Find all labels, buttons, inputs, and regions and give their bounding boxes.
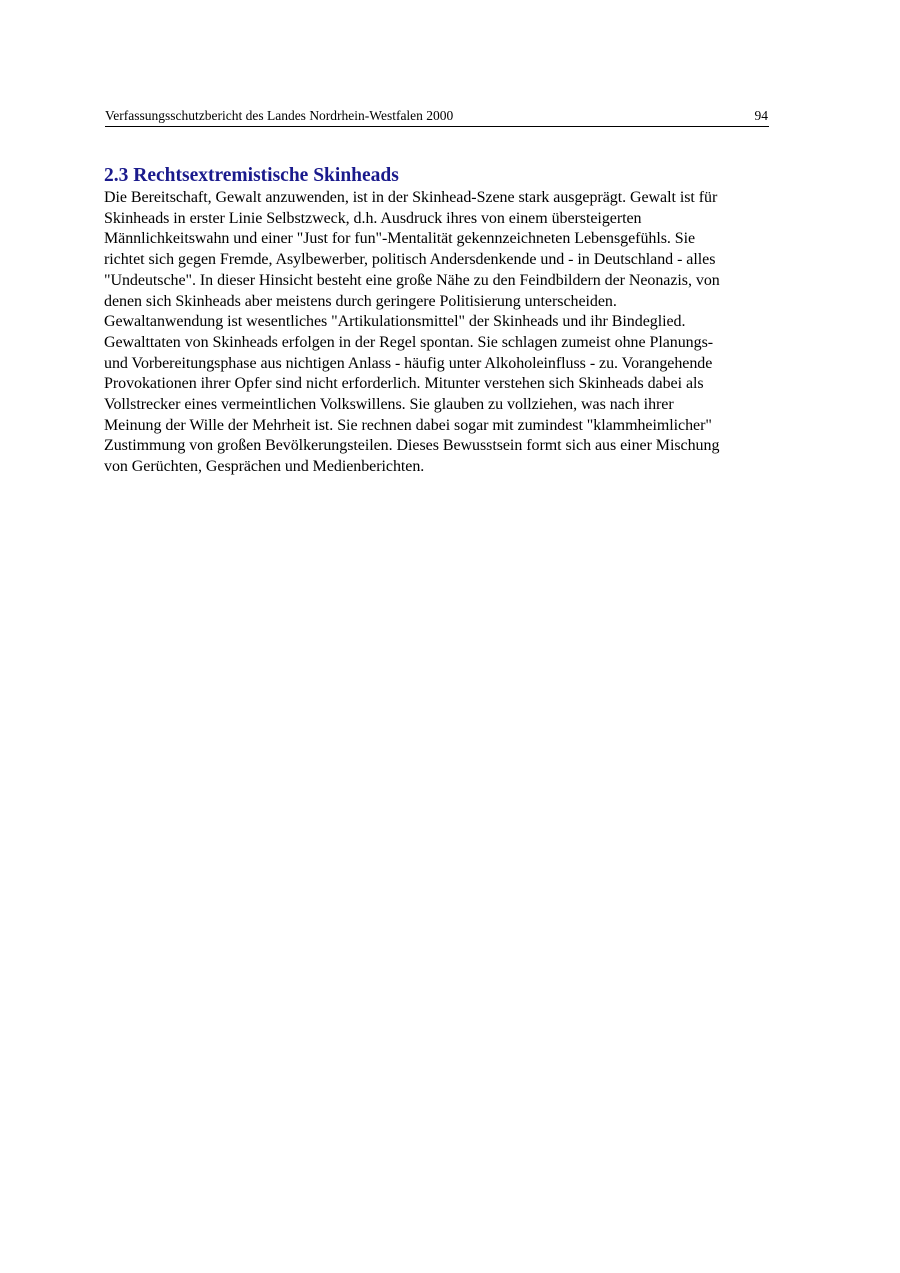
body-line: von Gerüchten, Gesprächen und Medienberichten.	[104, 458, 425, 476]
body-line: Skinheads in erster Linie Selbstzweck, d.h. Ausdruck ihres von einem übersteigerten	[104, 209, 642, 227]
section-heading: 2.3 Rechtsextremistische Skinheads	[104, 165, 399, 186]
body-line: richtet sich gegen Fremde, Asylbewerber, politisch Andersdenkende und - in Deutschland - alles	[104, 251, 716, 269]
body-line: Vollstrecker eines vermeintlichen Volkswillens. Sie glauben zu vollziehen, was nach ihrer	[104, 396, 674, 414]
body-line: "Undeutsche". In dieser Hinsicht besteht eine große Nähe zu den Feindbildern der Neonazis, von	[104, 271, 720, 289]
body-line: Die Bereitschaft, Gewalt anzuwenden, ist in der Skinhead-Szene stark ausgeprägt. Gewalt ist für	[104, 189, 718, 206]
body-line: denen sich Skinheads aber meistens durch geringere Politisierung unterscheiden.	[104, 292, 617, 310]
body-line: Meinung der Wille der Mehrheit ist. Sie rechnen dabei sogar mit zumindest "klammheimlicher"	[104, 416, 712, 434]
header-title: Verfassungsschutzbericht des Landes Nordrhein-Westfalen 2000	[105, 108, 454, 123]
body-line: Männlichkeitswahn und einer "Just for fun"-Mentalität gekennzeichneten Lebensgefühls. Sie	[104, 230, 696, 248]
body-line: Zustimmung von großen Bevölkerungsteilen. Dieses Bewusstsein formt sich aus einer Mischung	[104, 437, 720, 455]
body-line: Gewalttaten von Skinheads erfolgen in der Regel spontan. Sie schlagen zumeist ohne Planungs-	[104, 333, 714, 351]
page-number: 94	[754, 108, 768, 123]
body-line: Provokationen ihrer Opfer sind nicht erforderlich. Mitunter verstehen sich Skinheads dabei als	[104, 375, 704, 393]
section-body	[104, 188, 796, 478]
body-line: Gewaltanwendung ist wesentliches "Artikulationsmittel" der Skinheads und ihr Bindeglied.	[104, 313, 686, 331]
body-line: und Vorbereitungsphase aus nichtigen Anlass - häufig unter Alkoholeinfluss - zu. Vorangehende	[104, 354, 713, 372]
page-header	[105, 108, 769, 127]
section-skinheads	[104, 164, 796, 478]
